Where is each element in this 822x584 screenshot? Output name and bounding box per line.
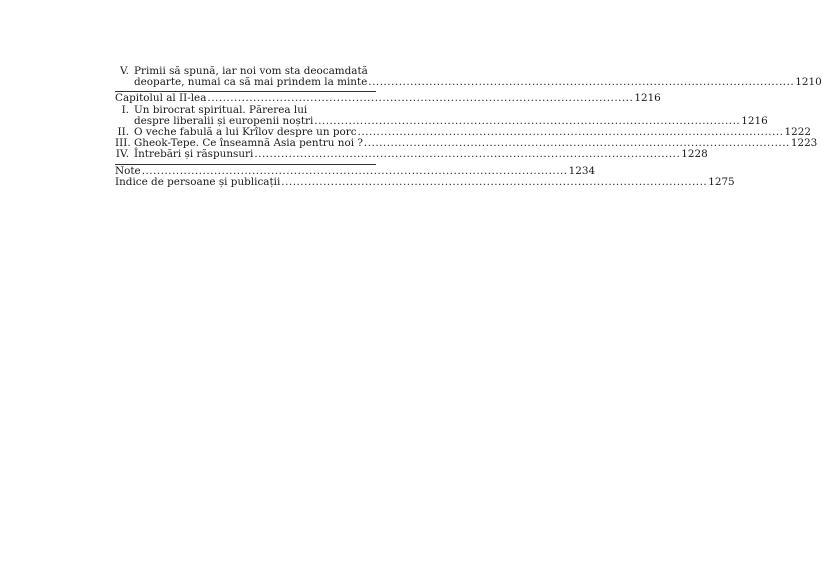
table-of-contents	[115, 65, 822, 188]
chapter-title: Capitolul al II-lea	[115, 92, 207, 105]
dot-leader	[254, 149, 680, 160]
toc-page-number: 1223	[790, 137, 818, 150]
toc-page-number: 1216	[741, 114, 768, 127]
toc-index	[115, 175, 735, 188]
toc-entry-iv	[115, 148, 708, 161]
toc-entry-text: Un birocrat spiritual. Părerea lui	[134, 103, 308, 116]
notes-title: Note	[115, 164, 141, 177]
toc-entry-v	[115, 65, 822, 89]
toc-page-number: 1210	[795, 76, 822, 89]
dot-leader	[207, 93, 633, 104]
toc-entry-number: III.	[115, 137, 131, 150]
toc-entry-text: deoparte, numai ca să mai prindem la minte	[134, 76, 368, 89]
toc-entry-text: O veche fabulă a lui Krîlov despre un porc	[134, 126, 357, 139]
toc-entry-text: Întrebări și răspunsuri	[134, 148, 254, 161]
toc-page-number: 1222	[784, 126, 811, 139]
toc-page-number: 1234	[568, 164, 596, 177]
toc-entry-number: IV.	[115, 148, 129, 161]
dot-leader	[281, 177, 707, 188]
toc-entry-number: V.	[120, 65, 129, 77]
dot-leader	[368, 77, 794, 88]
index-title: Indice de persoane și publicații	[115, 175, 281, 188]
toc-entry-number: II.	[117, 126, 129, 139]
toc-entry-text: Primii să spună, iar noi vom sta deocamdată	[134, 65, 368, 77]
toc-entry-i	[115, 103, 768, 127]
toc-chapter-heading	[115, 92, 661, 105]
toc-entry-text: Gheok-Tepe. Ce înseamnă Asia pentru noi ?	[134, 137, 363, 150]
toc-page-number: 1275	[708, 175, 735, 188]
toc-entry-text: despre liberalii și europenii noștri	[134, 114, 314, 127]
toc-page-number: 1216	[634, 92, 661, 105]
toc-entry-number: I.	[121, 103, 129, 116]
toc-page-number: 1228	[681, 148, 708, 161]
